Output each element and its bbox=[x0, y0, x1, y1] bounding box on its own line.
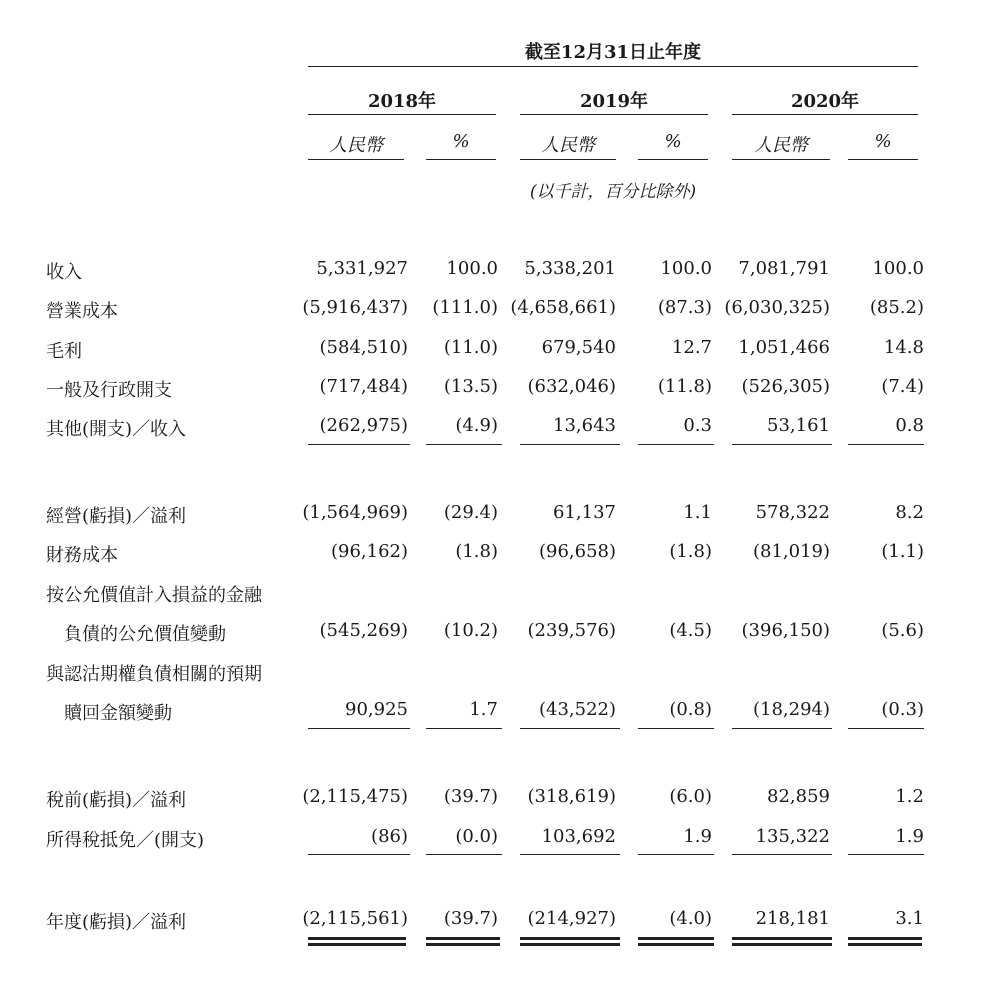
cell-2019-percent: (4.5) bbox=[669, 620, 712, 641]
cell-2018-amount: (2,115,561) bbox=[302, 908, 408, 929]
period-underline bbox=[308, 66, 918, 67]
currency-2019-underline bbox=[520, 159, 616, 160]
cell-2019-amount: (632,046) bbox=[527, 376, 616, 397]
cell-2019-amount: 5,338,201 bbox=[524, 258, 616, 279]
row-label: 年度(虧損)／溢利 bbox=[46, 912, 187, 933]
cell-2019-amount: 679,540 bbox=[541, 337, 616, 358]
subtotal-rule bbox=[308, 728, 410, 729]
unit-note: (以千計，百分比除外) bbox=[529, 182, 697, 202]
cell-2020-amount: 7,081,791 bbox=[738, 258, 830, 279]
row-label: 按公允價值計入損益的金融 bbox=[46, 585, 262, 606]
cell-2020-amount: (81,019) bbox=[752, 541, 830, 562]
cell-2019-percent: 0.3 bbox=[683, 415, 712, 436]
subtotal-rule bbox=[638, 444, 714, 445]
cell-2019-amount: (96,658) bbox=[538, 541, 616, 562]
cell-2020-percent: 0.8 bbox=[895, 415, 924, 436]
cell-2019-percent: (4.0) bbox=[669, 908, 712, 929]
year-2019-underline bbox=[520, 114, 708, 115]
cell-2020-amount: 218,181 bbox=[755, 908, 830, 929]
cell-2020-percent: 100.0 bbox=[872, 258, 924, 279]
currency-2020: 人民幣 bbox=[754, 135, 808, 156]
cell-2020-amount: 53,161 bbox=[767, 415, 830, 436]
cell-2020-amount: (18,294) bbox=[752, 699, 830, 720]
cell-2020-percent: (85.2) bbox=[869, 297, 924, 318]
cell-2018-amount: (717,484) bbox=[319, 376, 408, 397]
cell-2020-percent: (1.1) bbox=[881, 541, 924, 562]
cell-2020-percent: 14.8 bbox=[883, 337, 924, 358]
cell-2020-amount: (396,150) bbox=[741, 620, 830, 641]
percent-2019: % bbox=[664, 131, 682, 152]
cell-2019-percent: (1.8) bbox=[669, 541, 712, 562]
cell-2019-amount: 13,643 bbox=[553, 415, 616, 436]
percent-2018: % bbox=[452, 131, 470, 152]
cell-2020-percent: 1.9 bbox=[895, 826, 924, 847]
cell-2018-amount: (262,975) bbox=[319, 415, 408, 436]
cell-2019-percent: (11.8) bbox=[657, 376, 712, 397]
subtotal-rule bbox=[638, 728, 714, 729]
total-double-rule bbox=[848, 937, 922, 946]
subtotal-rule bbox=[426, 728, 502, 729]
cell-2020-percent: (5.6) bbox=[881, 620, 924, 641]
row-label: 毛利 bbox=[46, 341, 82, 362]
year-2020-heading: 2020年 bbox=[790, 91, 860, 112]
cell-2020-percent: (0.3) bbox=[881, 699, 924, 720]
cell-2018-percent: (13.5) bbox=[443, 376, 498, 397]
year-2019-heading: 2019年 bbox=[579, 91, 649, 112]
row-label: 收入 bbox=[46, 262, 82, 283]
cell-2020-percent: 3.1 bbox=[895, 908, 924, 929]
total-double-rule bbox=[520, 937, 620, 946]
cell-2018-amount: (5,916,437) bbox=[302, 297, 408, 318]
subtotal-rule bbox=[848, 854, 924, 855]
total-double-rule bbox=[308, 937, 406, 946]
currency-2018-underline bbox=[308, 159, 404, 160]
cell-2018-percent: (1.8) bbox=[455, 541, 498, 562]
percent-2020: % bbox=[874, 131, 892, 152]
subtotal-rule bbox=[848, 444, 924, 445]
subtotal-rule bbox=[426, 854, 502, 855]
cell-2018-amount: (2,115,475) bbox=[302, 786, 408, 807]
cell-2018-percent: 1.7 bbox=[469, 699, 498, 720]
cell-2019-amount: (4,658,661) bbox=[510, 297, 616, 318]
row-label: 經營(虧損)／溢利 bbox=[46, 506, 187, 527]
cell-2020-amount: 1,051,466 bbox=[738, 337, 830, 358]
year-2020-underline bbox=[732, 114, 918, 115]
cell-2018-percent: (4.9) bbox=[455, 415, 498, 436]
percent-2019-underline bbox=[638, 159, 708, 160]
subtotal-rule bbox=[308, 444, 410, 445]
cell-2019-percent: 100.0 bbox=[660, 258, 712, 279]
cell-2019-percent: 1.1 bbox=[683, 502, 712, 523]
subtotal-rule bbox=[308, 854, 410, 855]
row-label: 負債的公允價值變動 bbox=[64, 624, 226, 645]
subtotal-rule bbox=[732, 854, 832, 855]
row-label: 其他(開支)／收入 bbox=[46, 419, 187, 440]
cell-2018-percent: (10.2) bbox=[443, 620, 498, 641]
year-2018-underline bbox=[308, 114, 496, 115]
subtotal-rule bbox=[426, 444, 502, 445]
cell-2018-percent: 100.0 bbox=[446, 258, 498, 279]
cell-2019-amount: (318,619) bbox=[527, 786, 616, 807]
cell-2019-amount: 103,692 bbox=[541, 826, 616, 847]
subtotal-rule bbox=[848, 728, 924, 729]
subtotal-rule bbox=[638, 854, 714, 855]
cell-2019-percent: (6.0) bbox=[669, 786, 712, 807]
cell-2018-amount: 5,331,927 bbox=[316, 258, 408, 279]
cell-2020-amount: 82,859 bbox=[767, 786, 830, 807]
row-label: 營業成本 bbox=[46, 301, 118, 322]
cell-2019-percent: (0.8) bbox=[669, 699, 712, 720]
cell-2019-percent: 1.9 bbox=[683, 826, 712, 847]
currency-2018: 人民幣 bbox=[329, 135, 383, 156]
cell-2019-percent: 12.7 bbox=[671, 337, 712, 358]
row-label: 與認沽期權負債相關的預期 bbox=[46, 664, 262, 685]
cell-2019-amount: (214,927) bbox=[527, 908, 616, 929]
percent-2020-underline bbox=[848, 159, 918, 160]
cell-2018-amount: (86) bbox=[371, 826, 408, 847]
cell-2019-amount: 61,137 bbox=[553, 502, 616, 523]
period-heading: 截至12月31日止年度 bbox=[524, 42, 702, 63]
cell-2018-percent: (0.0) bbox=[455, 826, 498, 847]
cell-2020-amount: (526,305) bbox=[741, 376, 830, 397]
row-label: 財務成本 bbox=[46, 545, 118, 566]
currency-2019: 人民幣 bbox=[541, 135, 595, 156]
total-double-rule bbox=[638, 937, 714, 946]
cell-2020-amount: 578,322 bbox=[755, 502, 830, 523]
cell-2018-amount: (96,162) bbox=[330, 541, 408, 562]
cell-2018-amount: (1,564,969) bbox=[302, 502, 408, 523]
cell-2018-percent: (39.7) bbox=[443, 786, 498, 807]
cell-2020-percent: 1.2 bbox=[895, 786, 924, 807]
row-label: 贖回金額變動 bbox=[64, 703, 172, 724]
currency-2020-underline bbox=[732, 159, 830, 160]
percent-2018-underline bbox=[426, 159, 496, 160]
subtotal-rule bbox=[732, 444, 832, 445]
subtotal-rule bbox=[520, 728, 620, 729]
total-double-rule bbox=[732, 937, 832, 946]
cell-2018-amount: (584,510) bbox=[319, 337, 408, 358]
cell-2018-amount: 90,925 bbox=[345, 699, 408, 720]
year-2018-heading: 2018年 bbox=[367, 91, 437, 112]
cell-2019-percent: (87.3) bbox=[657, 297, 712, 318]
subtotal-rule bbox=[520, 854, 620, 855]
cell-2020-percent: (7.4) bbox=[881, 376, 924, 397]
subtotal-rule bbox=[520, 444, 620, 445]
row-label: 稅前(虧損)／溢利 bbox=[46, 790, 187, 811]
cell-2020-percent: 8.2 bbox=[895, 502, 924, 523]
cell-2019-amount: (43,522) bbox=[538, 699, 616, 720]
cell-2018-amount: (545,269) bbox=[319, 620, 408, 641]
cell-2018-percent: (11.0) bbox=[443, 337, 498, 358]
cell-2018-percent: (39.7) bbox=[443, 908, 498, 929]
subtotal-rule bbox=[732, 728, 832, 729]
row-label: 所得稅抵免／(開支) bbox=[46, 830, 205, 851]
cell-2019-amount: (239,576) bbox=[527, 620, 616, 641]
row-label: 一般及行政開支 bbox=[46, 380, 172, 401]
cell-2018-percent: (111.0) bbox=[432, 297, 498, 318]
total-double-rule bbox=[426, 937, 500, 946]
cell-2020-amount: 135,322 bbox=[755, 826, 830, 847]
cell-2018-percent: (29.4) bbox=[443, 502, 498, 523]
cell-2020-amount: (6,030,325) bbox=[724, 297, 830, 318]
